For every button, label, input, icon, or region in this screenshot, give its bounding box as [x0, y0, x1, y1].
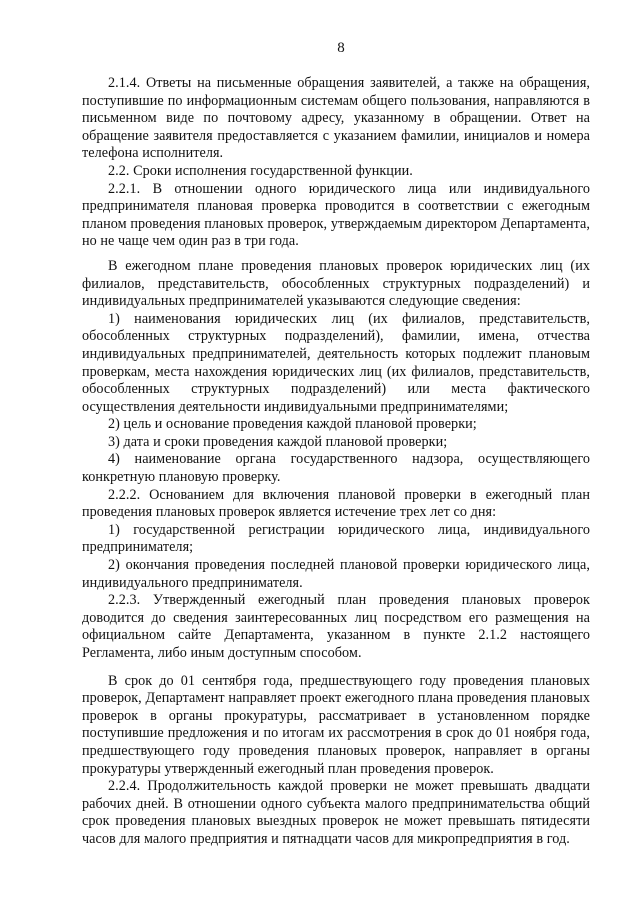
document-body — [82, 75, 590, 849]
list-item-3-dates: 3) дата и сроки проведения каждой плановой проверки; — [108, 433, 448, 450]
list-item-2-purpose: 2) цель и основание проведения каждой плановой проверки; — [108, 416, 477, 433]
list-item-1-registration: 1) государственной регистрации юридического лица, индивидуального предпринимателя; — [82, 521, 590, 556]
paragraph-2-1-4: 2.1.4. Ответы на письменные обращения заявителей, а также на обращения, поступившие по информационным системам общего пользования, направляются в письменном виде по почтовому адресу, указанному в обращении. Ответ на обращение заявителя предоставляется с указанием фамилии, инициалов и номера телефона исполнителя. — [82, 75, 590, 162]
paragraph-2-2-3: 2.2.3. Утвержденный ежегодный план проведения плановых проверок доводится до сведения заинтересованных лиц посредством его размещения на официальном сайте Департамента, указанном в пункте 2.1.2 настоящего Регламента, либо иным доступным способом. — [82, 592, 590, 661]
list-item-1-names: 1) наименования юридических лиц (их филиалов, представительств, обособленных структурных подразделений), фамилии, имена, отчества индивидуальных предпринимателей, деятельность которых подлежит плановым проверкам, места нахождения юридических лиц (их филиалов, представительств, обособленных структурных подразделений) или места фактического осуществления деятельности индивидуальными предпринимателями; — [82, 310, 590, 415]
paragraph-2-2-1: 2.2.1. В отношении одного юридического лица или индивидуального предпринимателя плановая проверка проводится в соответствии с ежегодным планом проведения плановых проверок, утверждаемым директором Департамента, но не чаще чем один раз в три года. — [82, 180, 590, 250]
paragraph-2-2-heading: 2.2. Сроки исполнения государственной функции. — [108, 162, 413, 179]
list-item-2-last-inspection: 2) окончания проведения последней плановой проверки юридического лица, индивидуального предпринимателя. — [82, 557, 590, 591]
paragraph-2-2-2: 2.2.2. Основанием для включения плановой проверки в ежегодный план проведения плановых проверок является истечение трех лет со дня: — [82, 486, 590, 521]
paragraph-september-deadline: В срок до 01 сентября года, предшествующего году проведения плановых проверок, Департамент направляет проект ежегодного плана проведения плановых проверок в органы прокуратуры, рассматривает в установленном порядке поступившие предложения и по итогам их рассмотрения в срок до 01 ноября года, предшествующего году проведения плановых проверок, направляет в органы прокуратуры утвержденный ежегодный план проведения проверок. — [82, 672, 590, 777]
list-item-4-authority: 4) наименование органа государственного надзора, осуществляющего конкретную плановую проверку. — [82, 451, 590, 486]
page-number: 8 — [337, 40, 345, 56]
paragraph-2-2-4: 2.2.4. Продолжительность каждой проверки не может превышать двадцати рабочих дней. В отношении одного субъекта малого предпринимательства общий срок проведения плановых выездных проверок не может превышать пятидесяти часов для малого предприятия и пятнадцати часов для микропредприятия в год. — [82, 778, 590, 847]
paragraph-plan-contents-intro: В ежегодном плане проведения плановых проверок юридических лиц (их филиалов, представительств, обособленных структурных подразделений) и индивидуальных предпринимателей указываются следующие сведения: — [82, 257, 590, 310]
